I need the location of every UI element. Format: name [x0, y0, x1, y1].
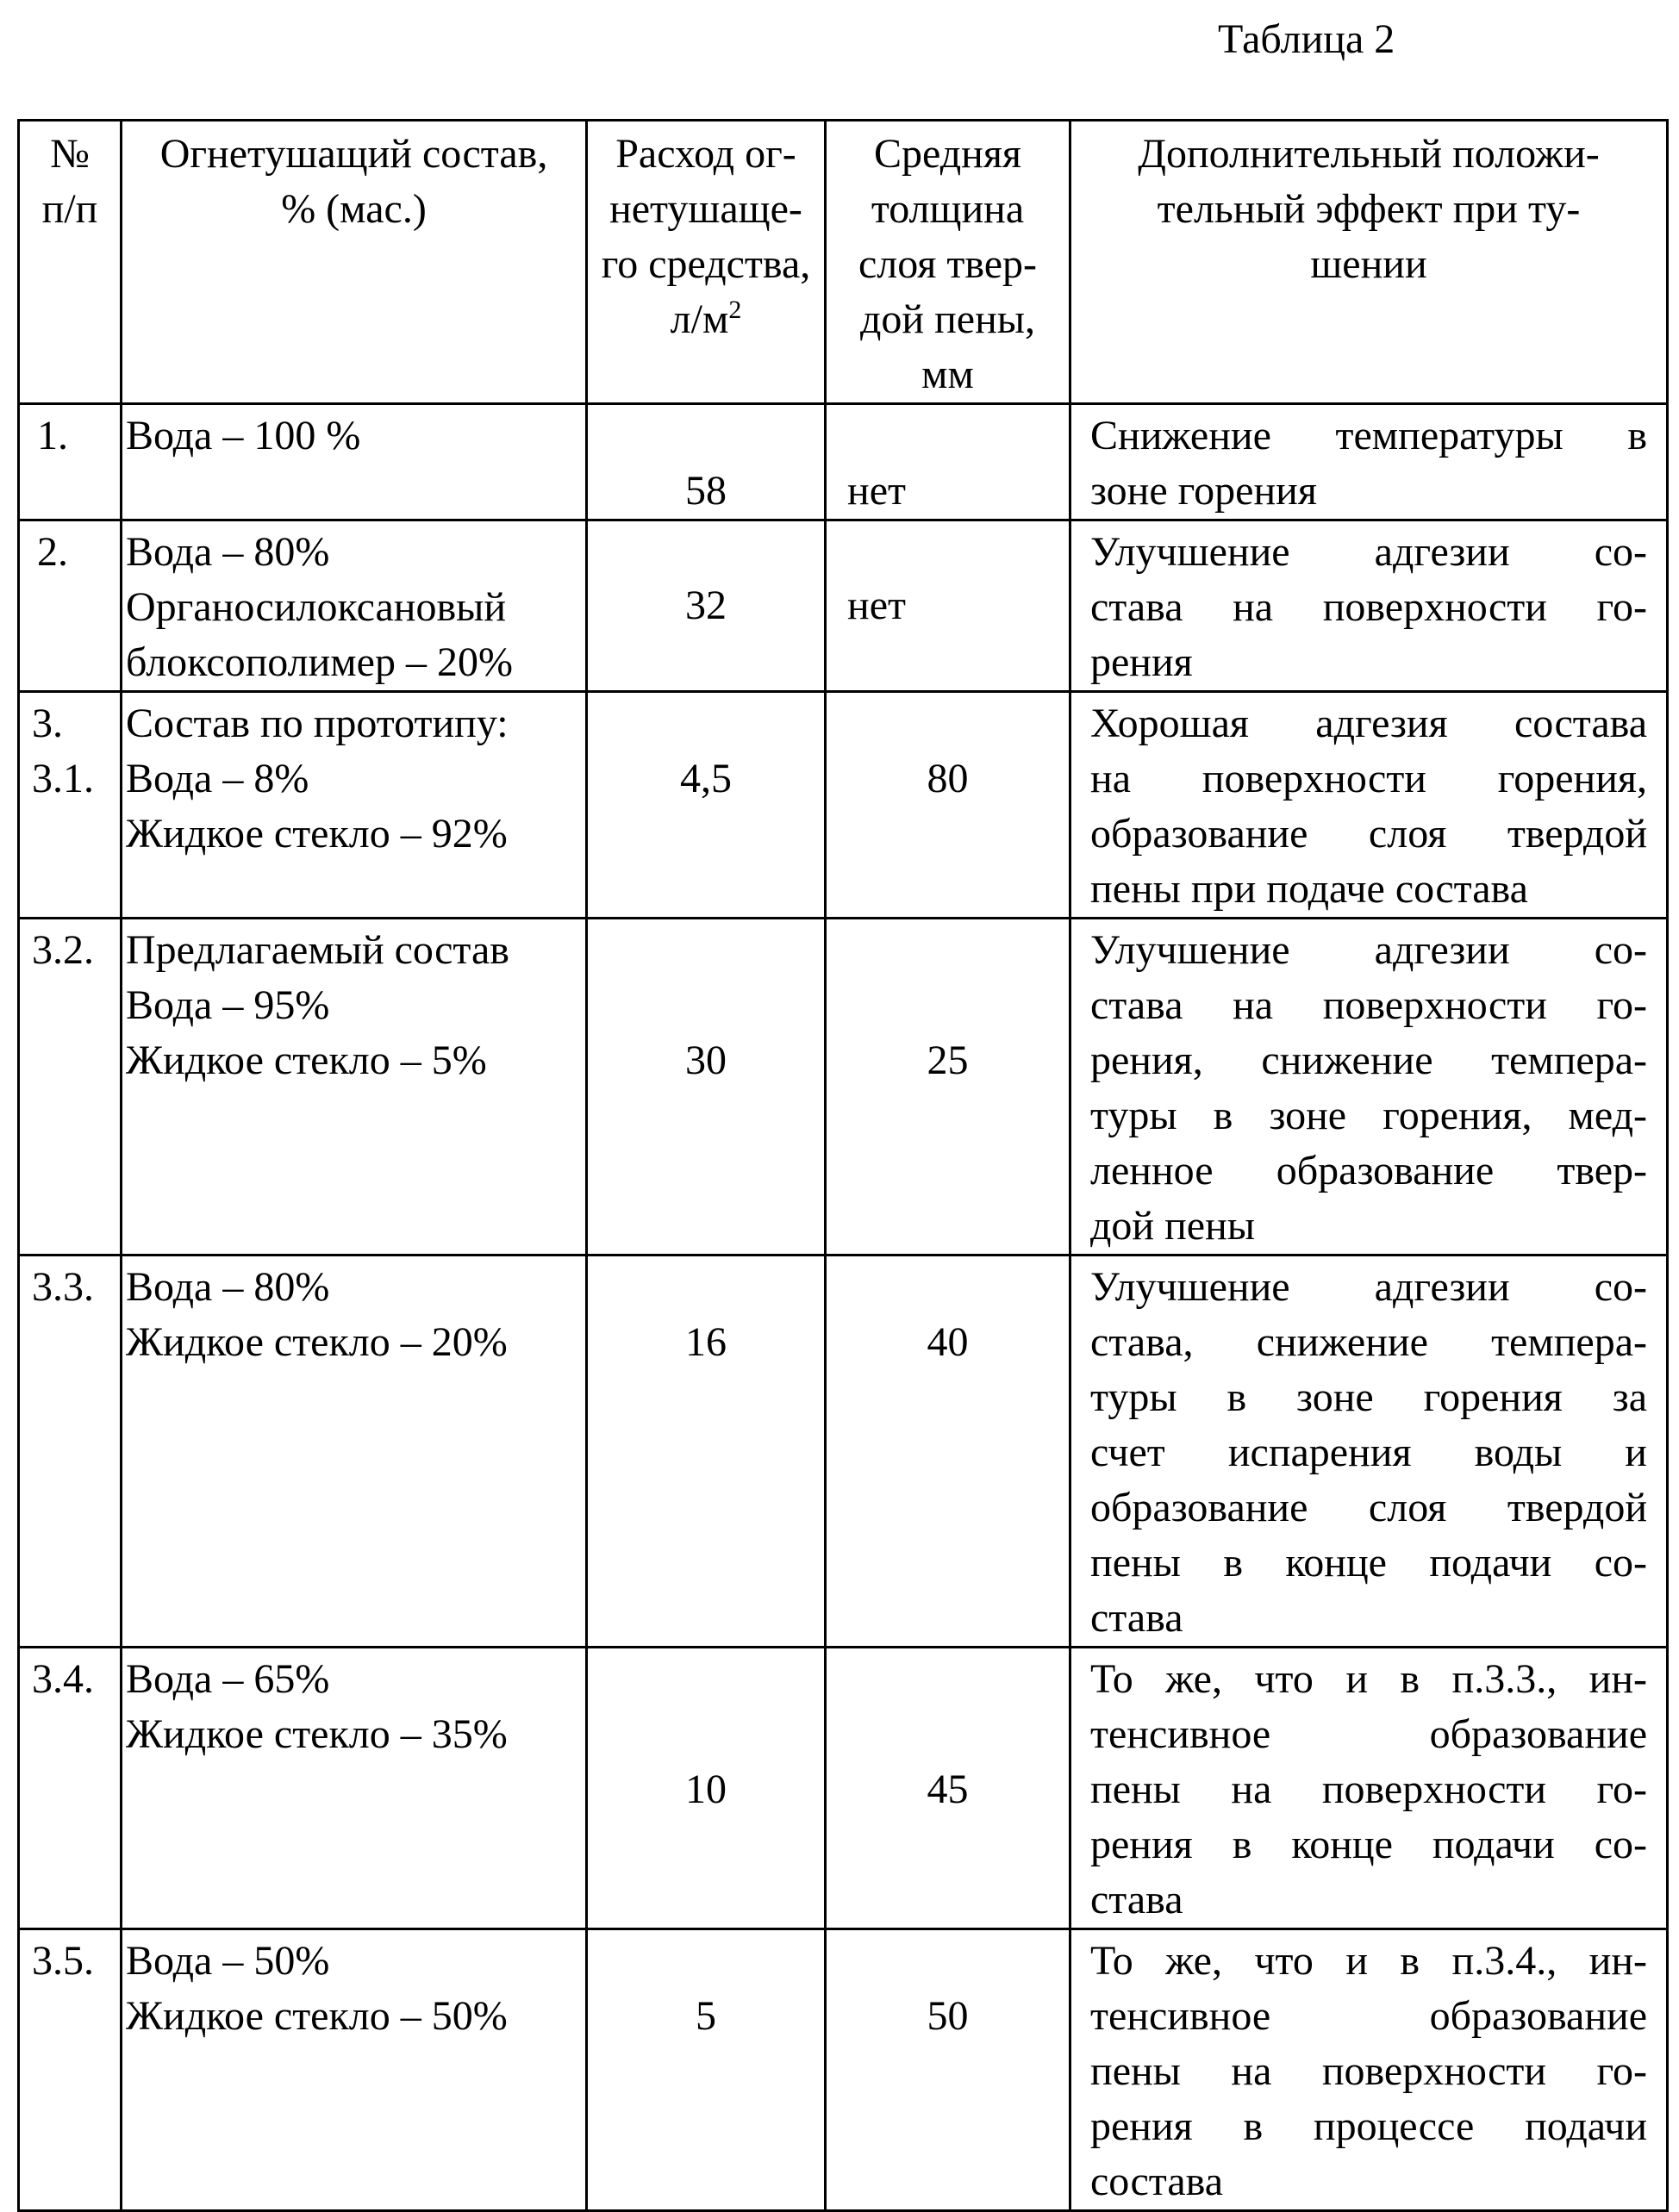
header-rate: Расход ог- нетушаще- го средства, $л/м^2$: [587, 121, 826, 404]
row-composition: Вода – 80% Жидкое стекло – 20%: [122, 1256, 587, 1648]
table-row: [19, 1648, 1668, 1929]
row-composition: Вода – 65% Жидкое стекло – 35%: [122, 1648, 587, 1929]
row-thickness: 45: [826, 1648, 1070, 1929]
table-row: [19, 1929, 1668, 2211]
row-effect: Улучшение адгезии со- става на поверхности го- рения, снижение темпера- туры в зоне горения, мед- ленное образование твер- дой пены: [1070, 919, 1668, 1256]
table-row: [19, 404, 1668, 520]
row-number: 3.3.: [19, 1256, 122, 1648]
table-row: [19, 1256, 1668, 1648]
table-row: [19, 919, 1668, 1256]
row-composition: Состав по прототипу: Вода – 8% Жидкое стекло – 92%: [122, 692, 587, 919]
row-thickness: 50: [826, 1929, 1070, 2211]
row-effect: Улучшение адгезии со- става на поверхности го- рения: [1070, 520, 1668, 692]
row-effect: То же, что и в п.3.3., ин- тенсивное образование пены на поверхности го- рения в конце подачи со- става: [1070, 1648, 1668, 1929]
row-effect: То же, что и в п.3.4., ин- тенсивное образование пены на поверхности го- рения в процессе подачи состава: [1070, 1929, 1668, 2211]
row-rate: 10: [587, 1648, 826, 1929]
row-number: 3.5.: [19, 1929, 122, 2211]
header-thickness: Средняя толщина слоя твер- дой пены, мм: [826, 121, 1070, 404]
row-number: 1.: [19, 404, 122, 520]
row-effect: Хорошая адгезия состава на поверхности горения, образование слоя твердой пены при подаче состава: [1070, 692, 1668, 919]
row-thickness: 40: [826, 1256, 1070, 1648]
row-composition: Предлагаемый состав Вода – 95% Жидкое стекло – 5%: [122, 919, 587, 1256]
row-number: 3.2.: [19, 919, 122, 1256]
row-rate: 5: [587, 1929, 826, 2211]
table-row: [19, 692, 1668, 919]
row-rate: 58: [587, 404, 826, 520]
table-row: [19, 520, 1668, 692]
row-composition: Вода – 80% Органосилоксановый блоксополимер – 20%: [122, 520, 587, 692]
row-composition: Вода – 50% Жидкое стекло – 50%: [122, 1929, 587, 2211]
row-effect: Улучшение адгезии со- става, снижение темпера- туры в зоне горения за счет испарения воды и образование слоя твердой пены в конце подачи со- става: [1070, 1256, 1668, 1648]
header-composition: Огнетушащий состав, % (мас.): [122, 121, 587, 404]
row-rate: 30: [587, 919, 826, 1256]
row-number: 3.4.: [19, 1648, 122, 1929]
table-caption: Таблица 2: [1218, 16, 1395, 62]
row-thickness: 80: [826, 692, 1070, 919]
row-number: 2.: [19, 520, 122, 692]
row-thickness: 25: [826, 919, 1070, 1256]
row-rate: 4,5: [587, 692, 826, 919]
header-effect: Дополнительный положи- тельный эффект при ту- шении: [1070, 121, 1668, 404]
row-composition: Вода – 100 %: [122, 404, 587, 520]
row-thickness: нет: [826, 520, 1070, 692]
header-num: № п/п: [19, 121, 122, 404]
row-number: 3. 3.1.: [19, 692, 122, 919]
data-table: [17, 119, 1669, 2212]
row-thickness: нет: [826, 404, 1070, 520]
row-rate: 32: [587, 520, 826, 692]
row-rate: 16: [587, 1256, 826, 1648]
table-header-row: [19, 121, 1668, 404]
row-effect: Снижение температуры в зоне горения: [1070, 404, 1668, 520]
